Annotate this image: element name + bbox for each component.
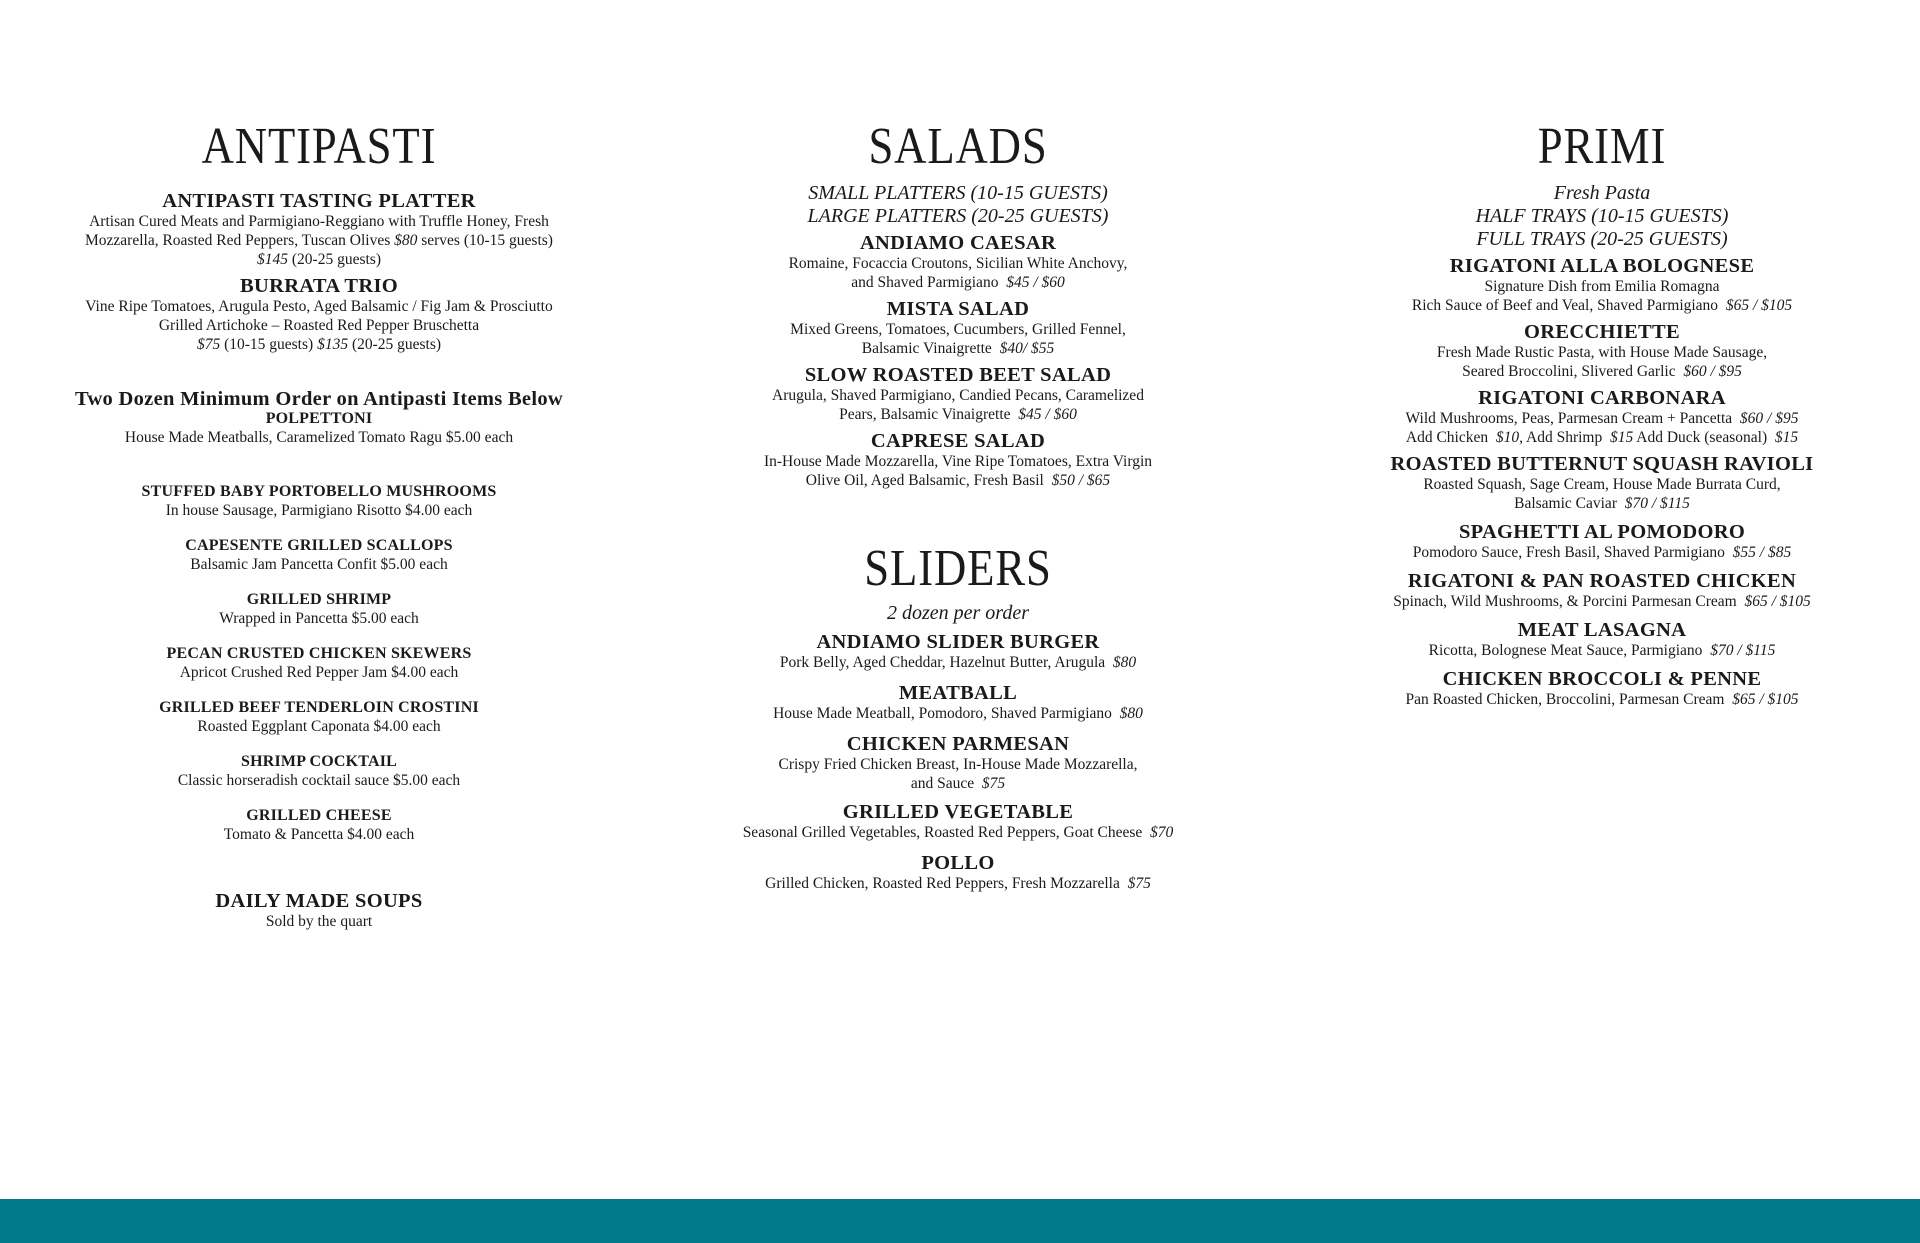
item-name: PECAN CRUSTED CHICKEN SKEWERS bbox=[166, 645, 472, 662]
item-desc: $145 (20-25 guests) bbox=[257, 251, 381, 268]
item-desc: Roasted Squash, Sage Cream, House Made Burrata Curd, bbox=[1423, 476, 1781, 493]
item-name: CHICKEN PARMESAN bbox=[846, 733, 1070, 755]
item-name: STUFFED BABY PORTOBELLO MUSHROOMS bbox=[141, 483, 497, 500]
item-desc: Vine Ripe Tomatoes, Arugula Pesto, Aged Balsamic / Fig Jam & Prosciutto bbox=[85, 298, 553, 315]
minimum-order-note: Two Dozen Minimum Order on Antipasti Items Below bbox=[75, 388, 563, 410]
item-desc: Tomato & Pancetta $4.00 each bbox=[223, 826, 415, 843]
item-desc: Olive Oil, Aged Balsamic, Fresh Basil $50 / $65 bbox=[805, 472, 1111, 489]
item-name: RIGATONI & PAN ROASTED CHICKEN bbox=[1407, 570, 1797, 592]
item-desc: Grilled Chicken, Roasted Red Peppers, Fresh Mozzarella $75 bbox=[765, 875, 1151, 892]
primi-subtitle: FULL TRAYS (20-25 GUESTS) bbox=[1476, 228, 1728, 250]
item-name: GRILLED CHEESE bbox=[246, 807, 392, 824]
item-desc: Arugula, Shaved Parmigiano, Candied Pecans, Caramelized bbox=[772, 387, 1144, 404]
item-desc: Balsamic Jam Pancetta Confit $5.00 each bbox=[190, 556, 448, 573]
salad-item bbox=[700, 364, 1216, 424]
dozen-item bbox=[36, 699, 602, 736]
item-name: SLOW ROASTED BEET SALAD bbox=[804, 364, 1112, 386]
primi-item bbox=[1338, 453, 1866, 513]
primi-item bbox=[1338, 387, 1866, 447]
antipasti-title: ANTIPASTI bbox=[201, 118, 437, 175]
item-desc: Spinach, Wild Mushrooms, & Porcini Parmesan Cream $65 / $105 bbox=[1393, 593, 1811, 610]
primi-item bbox=[1338, 619, 1866, 660]
item-desc: Artisan Cured Meats and Parmigiano-Reggiano with Truffle Honey, Fresh bbox=[89, 213, 549, 230]
item-desc: $75 (10-15 guests) $135 (20-25 guests) bbox=[196, 336, 442, 353]
dozen-item bbox=[36, 807, 602, 844]
item-name: SHRIMP COCKTAIL bbox=[240, 753, 398, 770]
item-desc: Seasonal Grilled Vegetables, Roasted Red Peppers, Goat Cheese $70 bbox=[742, 824, 1174, 841]
item-name: RIGATONI CARBONARA bbox=[1478, 387, 1726, 409]
item-desc: Rich Sauce of Beef and Veal, Shaved Parmigiano $65 / $105 bbox=[1411, 297, 1793, 314]
item-desc: Pomodoro Sauce, Fresh Basil, Shaved Parmigiano $55 / $85 bbox=[1412, 544, 1792, 561]
burrata-trio bbox=[36, 275, 602, 354]
item-desc: Crispy Fried Chicken Breast, In-House Made Mozzarella, bbox=[778, 756, 1138, 773]
item-name: CHICKEN BROCCOLI & PENNE bbox=[1442, 668, 1762, 690]
sliders-title: SLIDERS bbox=[864, 540, 1052, 597]
item-desc: Pan Roasted Chicken, Broccolini, Parmesan Cream $65 / $105 bbox=[1405, 691, 1799, 708]
item-name: ANTIPASTI TASTING PLATTER bbox=[162, 190, 476, 212]
dozen-item bbox=[36, 537, 602, 574]
salad-item bbox=[700, 232, 1216, 292]
item-desc: Add Chicken $10, Add Shrimp $15 Add Duck (seasonal) $15 bbox=[1405, 429, 1799, 446]
item-name: POLLO bbox=[921, 852, 995, 874]
item-desc: Ricotta, Bolognese Meat Sauce, Parmigiano $70 / $115 bbox=[1428, 642, 1776, 659]
item-name: MISTA SALAD bbox=[886, 298, 1030, 320]
item-desc: and Shaved Parmigiano $45 / $60 bbox=[851, 274, 1065, 291]
slider-item bbox=[700, 733, 1216, 793]
item-name: MEAT LASAGNA bbox=[1517, 619, 1687, 641]
item-desc: Romaine, Focaccia Croutons, Sicilian White Anchovy, bbox=[788, 255, 1128, 272]
item-desc: Balsamic Caviar $70 / $115 bbox=[1514, 495, 1690, 512]
primi-column bbox=[1338, 118, 1866, 715]
item-desc: Wrapped in Pancetta $5.00 each bbox=[219, 610, 419, 627]
item-name: CAPESENTE GRILLED SCALLOPS bbox=[185, 537, 453, 554]
dozen-item bbox=[36, 753, 602, 790]
item-name: DAILY MADE SOUPS bbox=[215, 890, 423, 912]
item-desc: Grilled Artichoke – Roasted Red Pepper Bruschetta bbox=[158, 317, 480, 334]
item-name: RIGATONI ALLA BOLOGNESE bbox=[1449, 255, 1755, 277]
item-desc: Classic horseradish cocktail sauce $5.00 each bbox=[177, 772, 461, 789]
item-desc: Pears, Balsamic Vinaigrette $45 / $60 bbox=[839, 406, 1077, 423]
item-desc: Sold by the quart bbox=[265, 913, 373, 930]
footer-band bbox=[0, 1199, 1920, 1243]
primi-item bbox=[1338, 570, 1866, 611]
item-name: GRILLED BEEF TENDERLOIN CROSTINI bbox=[159, 699, 479, 716]
item-desc: In house Sausage, Parmigiano Risotto $4.00 each bbox=[165, 502, 473, 519]
slider-item bbox=[700, 682, 1216, 723]
salad-item bbox=[700, 298, 1216, 358]
item-desc: and Sauce $75 bbox=[910, 775, 1006, 792]
item-desc: Roasted Eggplant Caponata $4.00 each bbox=[197, 718, 441, 735]
item-desc: Balsamic Vinaigrette $40/ $55 bbox=[861, 340, 1055, 357]
item-desc: Mozzarella, Roasted Red Peppers, Tuscan Olives $80 serves (10-15 guests) bbox=[85, 232, 553, 249]
dozen-item bbox=[36, 645, 602, 682]
dozen-item bbox=[36, 591, 602, 628]
salads-subtitle: SMALL PLATTERS (10-15 GUESTS) bbox=[808, 182, 1108, 204]
item-name: ORECCHIETTE bbox=[1524, 321, 1680, 343]
primi-item bbox=[1338, 321, 1866, 381]
slider-item bbox=[700, 631, 1216, 672]
item-desc: House Made Meatball, Pomodoro, Shaved Parmigiano $80 bbox=[773, 705, 1143, 722]
item-desc: Pork Belly, Aged Cheddar, Hazelnut Butter, Arugula $80 bbox=[779, 654, 1137, 671]
sliders-subtitle: 2 dozen per order bbox=[886, 602, 1030, 624]
item-desc: Fresh Made Rustic Pasta, with House Made Sausage, bbox=[1436, 344, 1768, 361]
item-desc: House Made Meatballs, Caramelized Tomato Ragu $5.00 each bbox=[124, 429, 514, 446]
daily-soups bbox=[36, 890, 602, 931]
primi-item bbox=[1338, 255, 1866, 315]
antipasti-column bbox=[36, 118, 602, 931]
item-desc: Seared Broccolini, Slivered Garlic $60 / $95 bbox=[1462, 363, 1742, 380]
salads-title: SALADS bbox=[868, 118, 1048, 175]
slider-item bbox=[700, 852, 1216, 893]
item-name: GRILLED SHRIMP bbox=[246, 591, 392, 608]
item-name: SPAGHETTI AL POMODORO bbox=[1458, 521, 1746, 543]
item-desc: Signature Dish from Emilia Romagna bbox=[1484, 278, 1720, 295]
dozen-item bbox=[36, 410, 602, 447]
primi-subtitle: HALF TRAYS (10-15 GUESTS) bbox=[1475, 205, 1729, 227]
primi-subtitle: Fresh Pasta bbox=[1553, 182, 1651, 204]
item-desc: In-House Made Mozzarella, Vine Ripe Tomatoes, Extra Virgin bbox=[763, 453, 1153, 470]
item-desc: Apricot Crushed Red Pepper Jam $4.00 each bbox=[179, 664, 459, 681]
item-name: GRILLED VEGETABLE bbox=[842, 801, 1074, 823]
primi-item bbox=[1338, 668, 1866, 709]
item-name: ANDIAMO SLIDER BURGER bbox=[816, 631, 1100, 653]
item-name: ANDIAMO CAESAR bbox=[859, 232, 1057, 254]
antipasti-platter bbox=[36, 190, 602, 269]
item-name: MEATBALL bbox=[898, 682, 1018, 704]
item-name: ROASTED BUTTERNUT SQUASH RAVIOLI bbox=[1390, 453, 1814, 475]
item-name: CAPRESE SALAD bbox=[870, 430, 1046, 452]
item-desc: Wild Mushrooms, Peas, Parmesan Cream + Pancetta $60 / $95 bbox=[1405, 410, 1799, 427]
dozen-item bbox=[36, 483, 602, 520]
salad-item bbox=[700, 430, 1216, 490]
item-name: BURRATA TRIO bbox=[240, 275, 398, 297]
item-name: POLPETTONI bbox=[265, 410, 373, 427]
salads-subtitle: LARGE PLATTERS (20-25 GUESTS) bbox=[807, 205, 1109, 227]
slider-item bbox=[700, 801, 1216, 842]
salads-sliders-column bbox=[700, 118, 1216, 899]
primi-title: PRIMI bbox=[1537, 118, 1667, 175]
primi-item bbox=[1338, 521, 1866, 562]
item-desc: Mixed Greens, Tomatoes, Cucumbers, Grilled Fennel, bbox=[790, 321, 1126, 338]
